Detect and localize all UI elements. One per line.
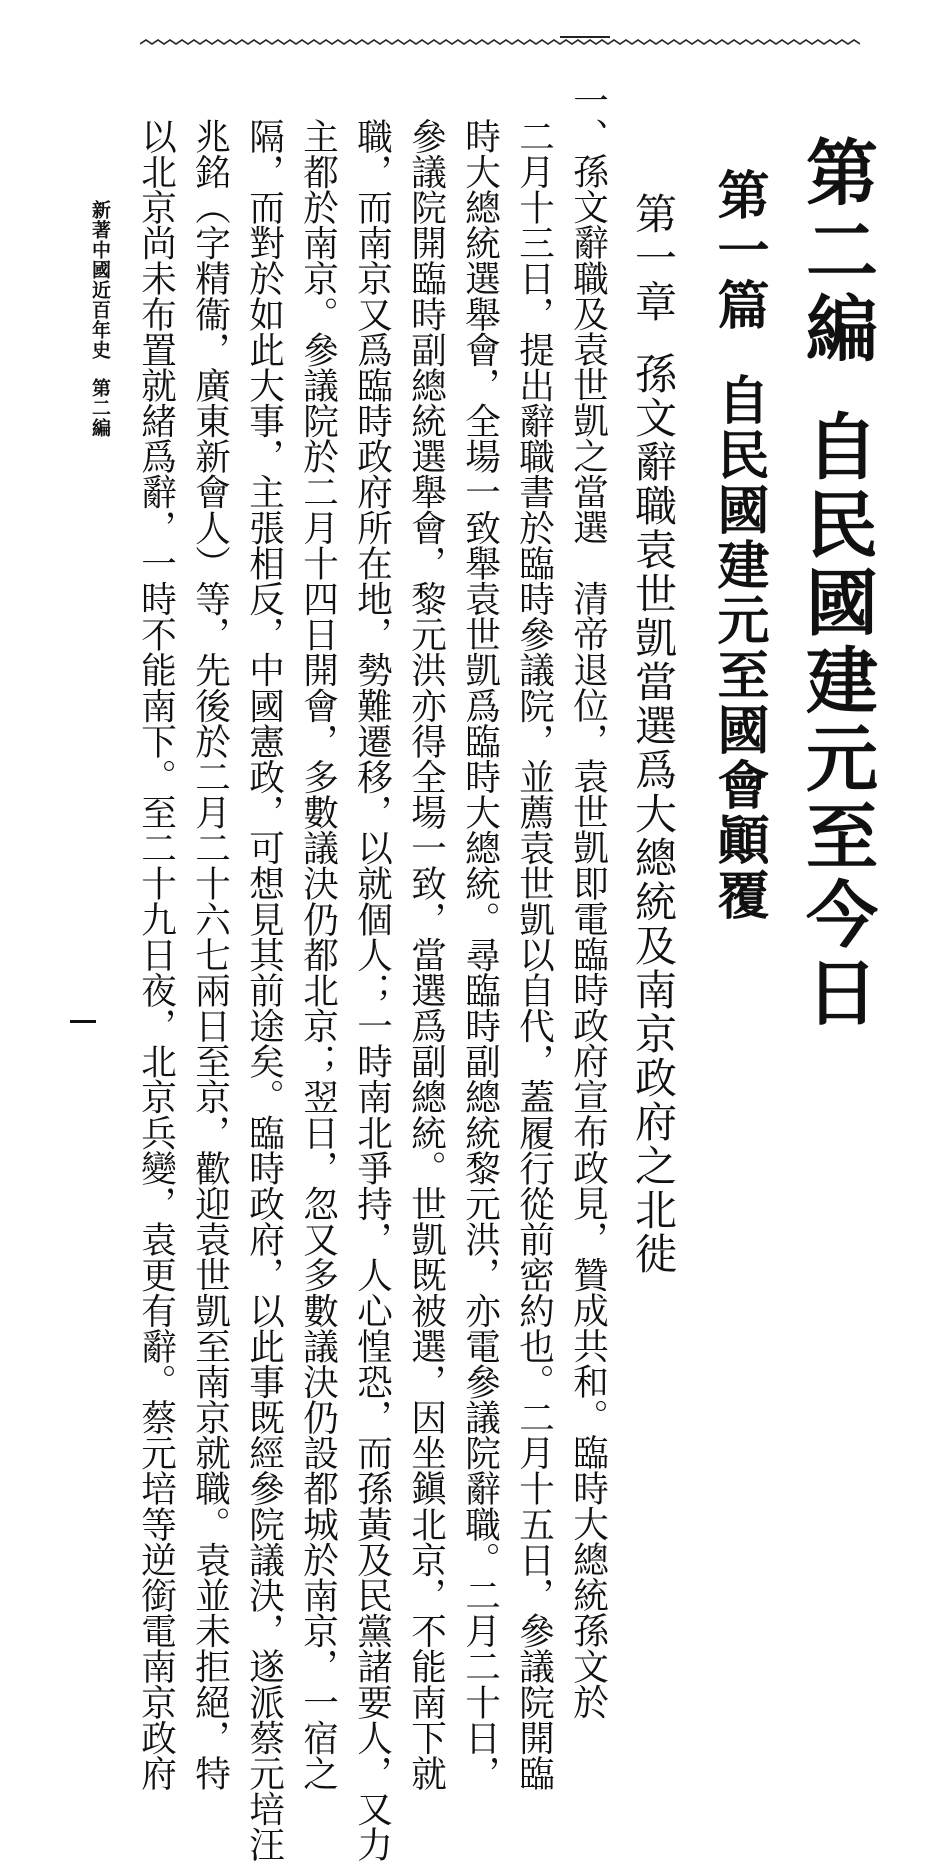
body-column: 二月十三日，提出辭職書於臨時參議院，並薦袁世凱以自代，蓋履行從前密約也。二月十五日，參議院開臨 — [513, 118, 555, 1791]
body-column: 參議院開臨時副總統選舉會，黎元洪亦得全場一致，當選爲副總統。世凱既被選，因坐鎭北京，不能南下就 — [405, 118, 447, 1791]
body-column: 隔，而對於如此大事，主張相反，中國憲政，可想見其前途矣。臨時政府，以此事既經參院議決，遂派蔡元培汪 — [243, 118, 285, 1862]
body-column: 以北京尚未布置就緒爲辭，一時不能南下。至二十九日夜，北京兵變，袁更有辭。蔡元培等逆銜電南京政府 — [135, 118, 177, 1791]
chapter-title-text: 孫文辭職袁世凱當選爲大總統及南京政府之北徙 — [629, 352, 678, 1276]
body-column: 主都於南京。參議院於二月十四日開會，多數議決仍都北京；翌日，忽又多數議決仍設都城於南京，一宿之 — [297, 118, 339, 1791]
decorative-wave-rule — [140, 36, 860, 50]
book-title: 新著中國近百年史 — [89, 200, 111, 360]
page-number — [70, 1020, 96, 1023]
body-column: 兆銘（字精衞，廣東新會人）等，先後於二月二十六七兩日至京，歡迎袁世凱至南京就職。袁並未拒絕，特 — [189, 118, 231, 1791]
part-title-text: 自民國建元至國會顚覆 — [708, 373, 769, 923]
volume-title-number: 第二編 — [794, 135, 879, 369]
footer-section: 第二編 — [89, 378, 111, 438]
body-column: 一、孫文辭職及袁世凱之當選 清帝退位，袁世凱即電臨時政府宣布政見，贊成共和。臨時大總統孫文於 — [567, 82, 609, 1720]
running-footer — [90, 200, 109, 438]
body-column: 時大總統選舉會，全場一致舉袁世凱爲臨時大總統。尋臨時副總統黎元洪，亦電參議院辭職。二月二十日， — [459, 118, 501, 1791]
volume-title-text: 自民國建元至今日 — [794, 409, 879, 1033]
chapter-label: 第一章 — [629, 192, 678, 324]
body-column: 職，而南京又爲臨時政府所在地，勢難遷移，以就個人；一時南北爭持，人心惶恐，而孫黃及民黨諸要人，又力 — [351, 118, 393, 1862]
part-label: 第一篇 — [708, 168, 769, 333]
chapter-title — [629, 192, 678, 1276]
part-title — [708, 168, 769, 923]
volume-title — [794, 135, 879, 1033]
